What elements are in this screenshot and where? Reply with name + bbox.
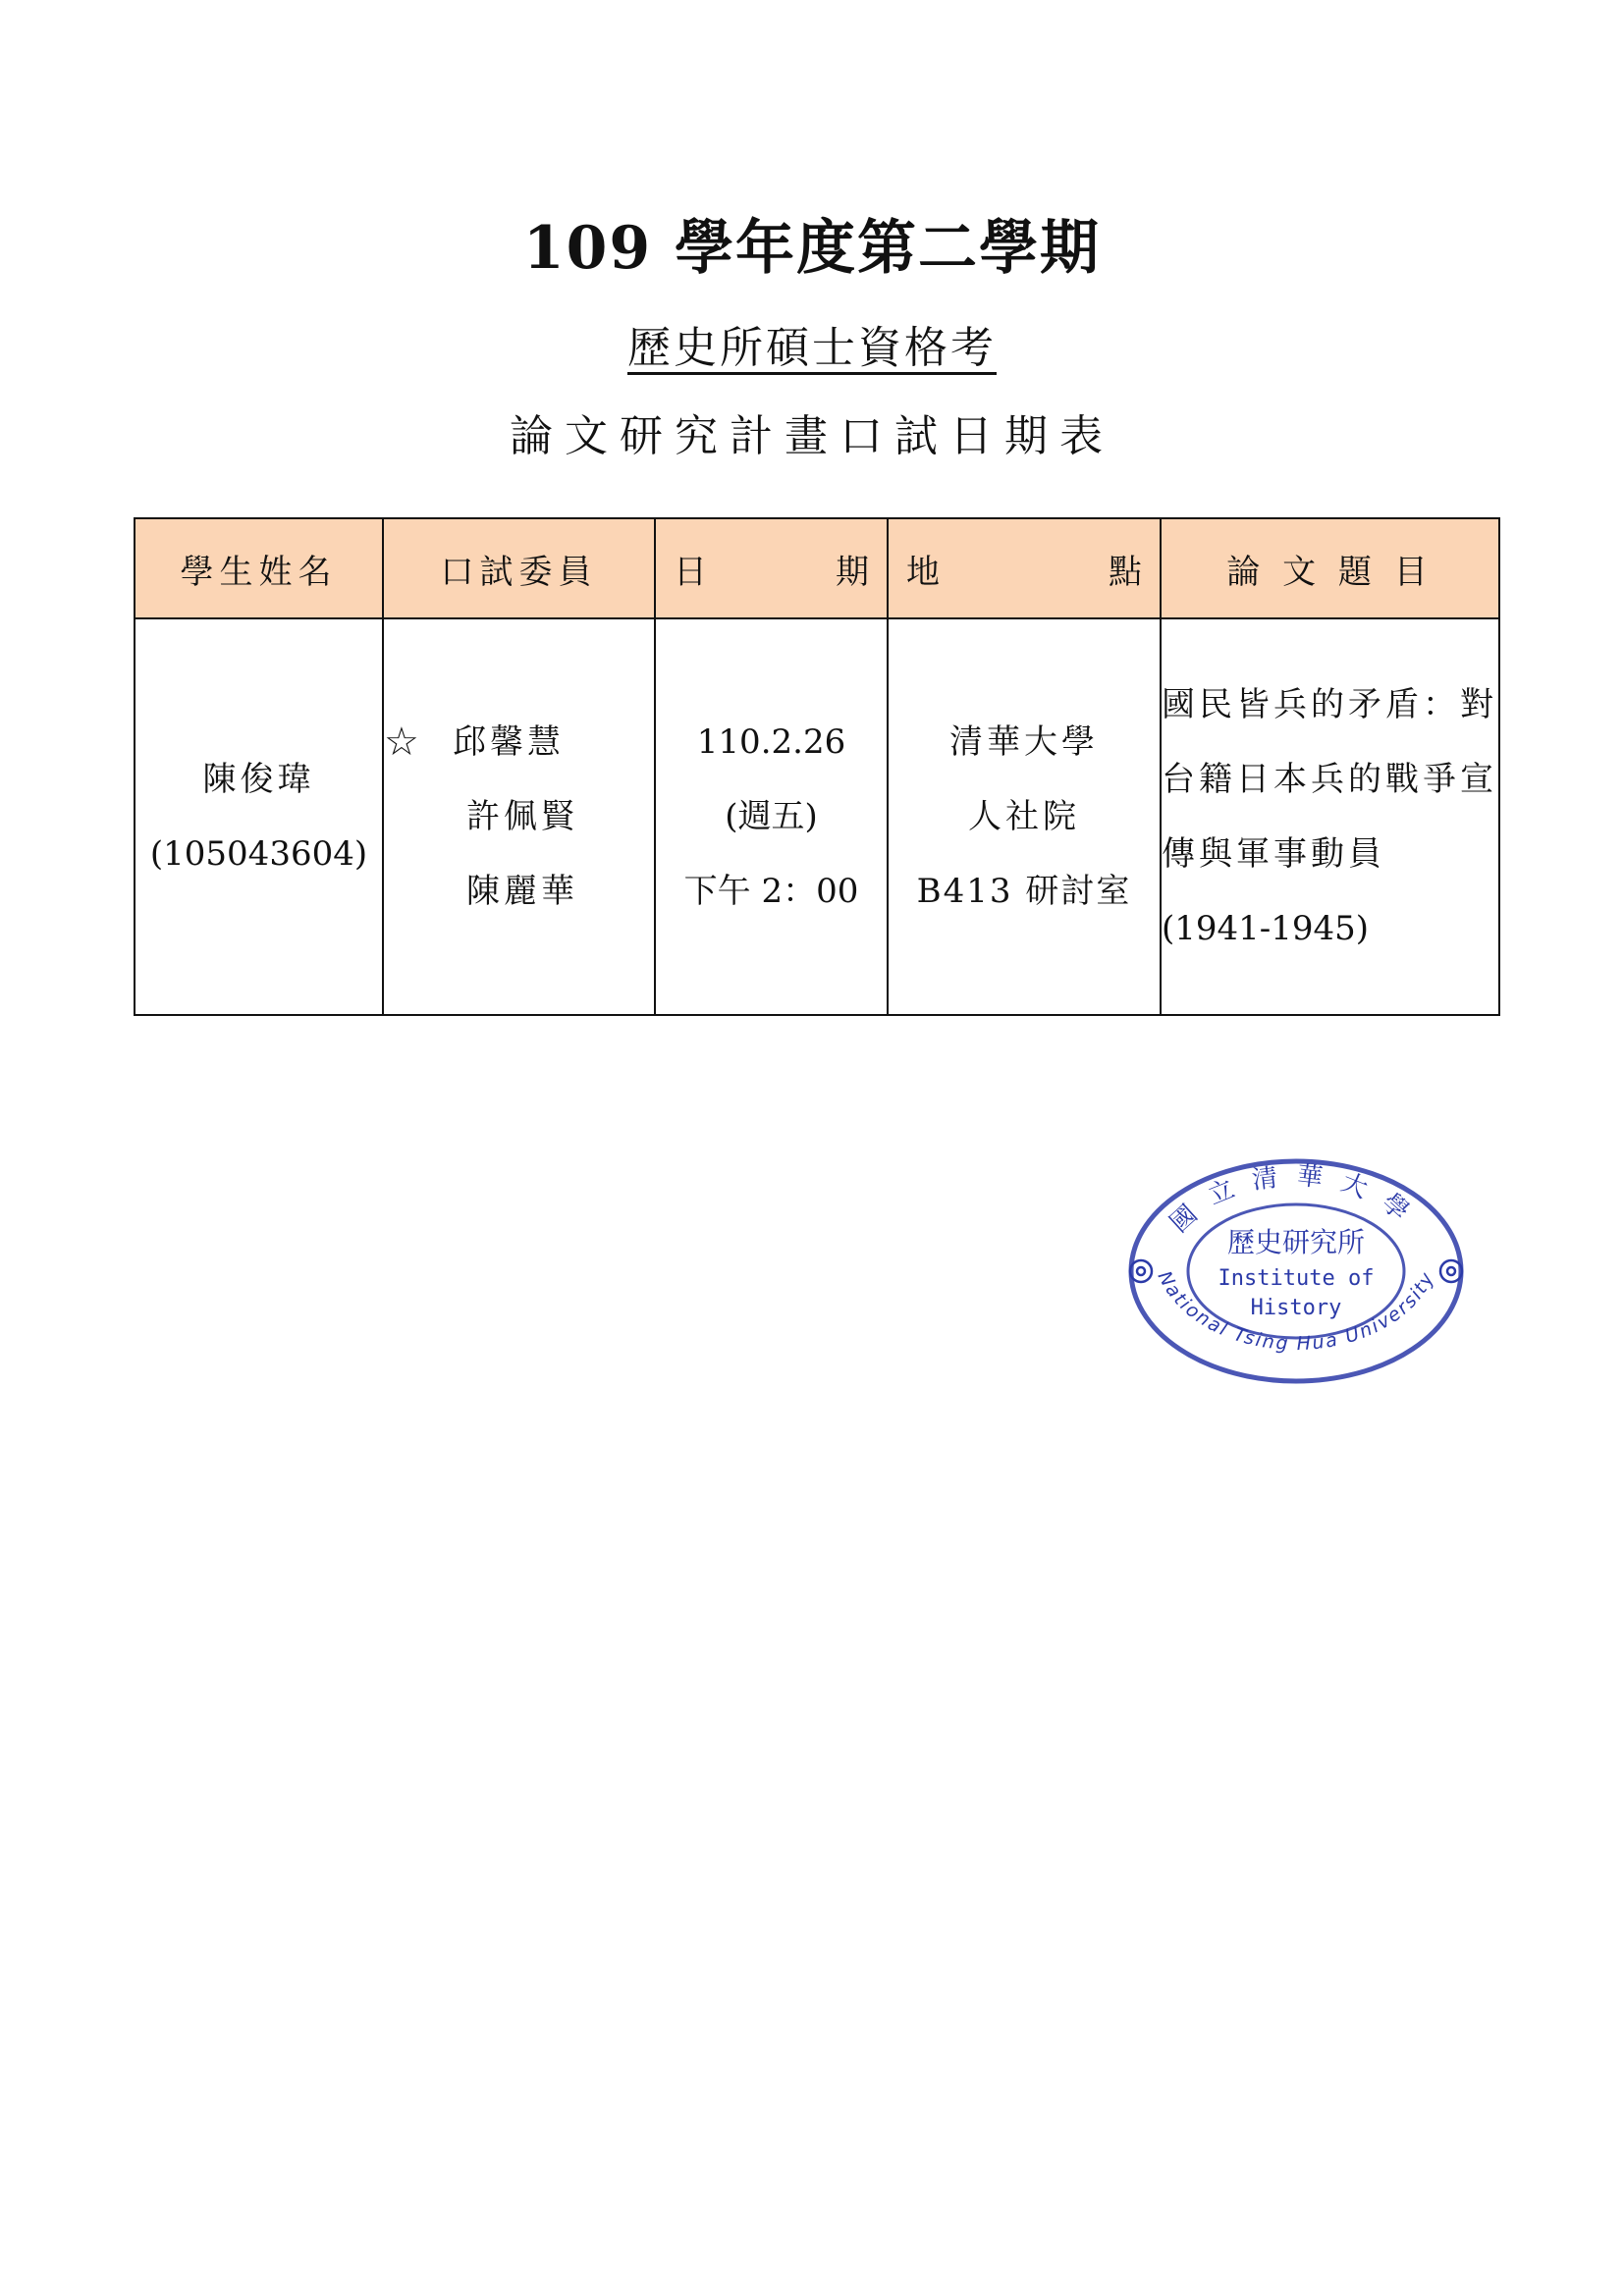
thesis-title: 國民皆兵的矛盾：對台籍日本兵的戰爭宣傳與軍事動員 bbox=[1162, 685, 1497, 874]
stamp-outer-cn: 國立清華大學 bbox=[1164, 1160, 1428, 1239]
cell-place bbox=[888, 618, 1161, 1015]
header-committee: 口試委員 bbox=[383, 518, 655, 618]
schedule-heading: 論文研究計畫口試日期表 bbox=[510, 411, 1114, 461]
star-icon: ☆ bbox=[384, 720, 419, 765]
page-title: 109 學年度第二學期 bbox=[522, 214, 1102, 283]
header-date bbox=[655, 518, 888, 618]
place-line: 清華大學 bbox=[949, 722, 1099, 762]
place-line: 人社院 bbox=[968, 797, 1080, 836]
committee-chair: 邱馨慧 bbox=[453, 722, 565, 762]
cell-thesis bbox=[1161, 618, 1499, 1015]
committee-member: 許佩賢 bbox=[466, 797, 578, 836]
stamp-inner-en-2: History bbox=[1250, 1296, 1342, 1320]
place-line: B413 研討室 bbox=[916, 872, 1132, 911]
schedule-table bbox=[134, 517, 1500, 1016]
stamp-inner-en-1: Institute of bbox=[1218, 1266, 1375, 1291]
table-row bbox=[135, 618, 1499, 1015]
subtitle-text: 歷史所碩士資格考 bbox=[627, 323, 997, 373]
header-place-right: 點 bbox=[1109, 552, 1142, 592]
header-date-right: 期 bbox=[836, 552, 869, 592]
cell-student bbox=[135, 618, 383, 1015]
thesis-years: (1941-1945) bbox=[1162, 909, 1370, 948]
committee-member: 陳麗華 bbox=[466, 872, 578, 911]
page-subtitle bbox=[0, 312, 1624, 375]
exam-time: 下午 2：00 bbox=[683, 872, 859, 911]
stamp-outer-en: National Tsing Hua University bbox=[1153, 1267, 1439, 1356]
exam-date: 110.2.26 bbox=[696, 722, 846, 762]
header-place-left: 地 bbox=[906, 552, 940, 592]
cell-committee bbox=[383, 618, 655, 1015]
header-place bbox=[888, 518, 1161, 618]
student-id: (105043604) bbox=[149, 834, 368, 874]
table-header-row bbox=[135, 518, 1499, 618]
exam-weekday: (週五) bbox=[725, 797, 818, 836]
cell-date bbox=[655, 618, 888, 1015]
stamp-inner-cn: 歷史研究所 bbox=[1226, 1226, 1366, 1258]
header-student: 學生姓名 bbox=[135, 518, 383, 618]
institute-seal-stamp bbox=[1119, 1153, 1473, 1389]
student-name: 陳俊瑋 bbox=[202, 760, 315, 799]
header-thesis: 論 文 題 目 bbox=[1161, 518, 1499, 618]
header-date-left: 日 bbox=[674, 552, 707, 592]
